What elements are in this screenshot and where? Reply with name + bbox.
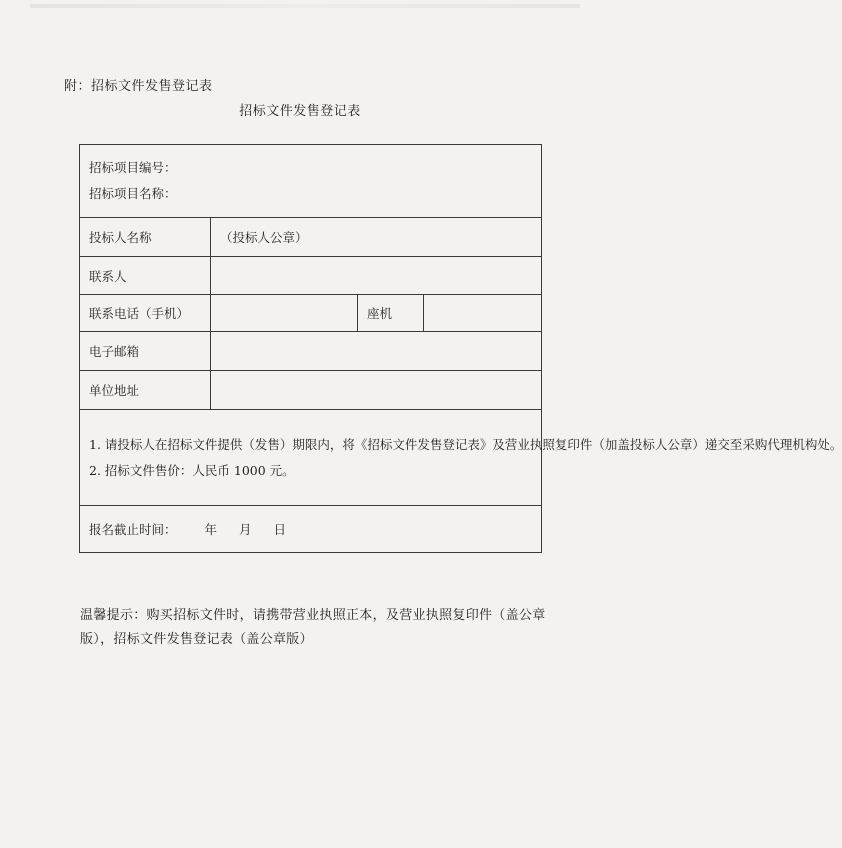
mobile-label: 联系电话（手机） <box>80 295 211 332</box>
landline-field[interactable] <box>424 295 542 332</box>
deadline-cell[interactable] <box>80 506 542 553</box>
project-info-cell[interactable] <box>80 145 542 218</box>
address-row <box>80 371 542 410</box>
email-row <box>80 332 542 371</box>
note-2: 2. 招标文件售价：人民币 1000 元。 <box>89 462 295 478</box>
deadline-day: 日 <box>273 522 287 537</box>
notes-cell <box>80 410 842 506</box>
mobile-field[interactable] <box>211 295 358 332</box>
contact-row <box>80 257 542 295</box>
address-label: 单位地址 <box>80 371 211 410</box>
project-name-label: 招标项目名称： <box>89 186 177 201</box>
contact-label: 联系人 <box>80 257 211 295</box>
deadline-label: 报名截止时间： <box>89 522 177 537</box>
scan-edge-artifact <box>30 4 580 8</box>
email-label: 电子邮箱 <box>80 332 211 371</box>
contact-field[interactable] <box>211 257 542 295</box>
deadline-row <box>80 506 542 553</box>
bidder-seal-hint: （投标人公章） <box>220 230 308 245</box>
document-title: 招标文件发售登记表 <box>239 104 361 119</box>
deadline-month: 月 <box>239 522 252 537</box>
bidder-name-label: 投标人名称 <box>80 218 211 257</box>
phone-row <box>80 295 542 332</box>
note-1: 1. 请投标人在招标文件提供（发售）期限内，将《招标文件发售登记表》及营业执照复印件（加盖投标人公章）递交至采购代理机构处。 <box>89 436 842 452</box>
bidder-name-field[interactable] <box>211 218 542 257</box>
registration-form-table <box>79 144 842 553</box>
notes-row <box>80 410 542 506</box>
reminder-tip: 温馨提示：购买招标文件时，请携带营业执照正本，及营业执照复印件（盖公章版），招标文件发售登记表（盖公章版） <box>80 608 546 647</box>
project-number-label: 招标项目编号： <box>89 160 177 175</box>
email-field[interactable] <box>211 332 542 371</box>
attachment-label: 附：招标文件发售登记表 <box>64 79 213 94</box>
landline-label: 座机 <box>358 295 424 332</box>
address-field[interactable] <box>211 371 542 410</box>
project-info-row <box>80 145 542 218</box>
bidder-name-row <box>80 218 542 257</box>
deadline-year: 年 <box>204 522 218 537</box>
